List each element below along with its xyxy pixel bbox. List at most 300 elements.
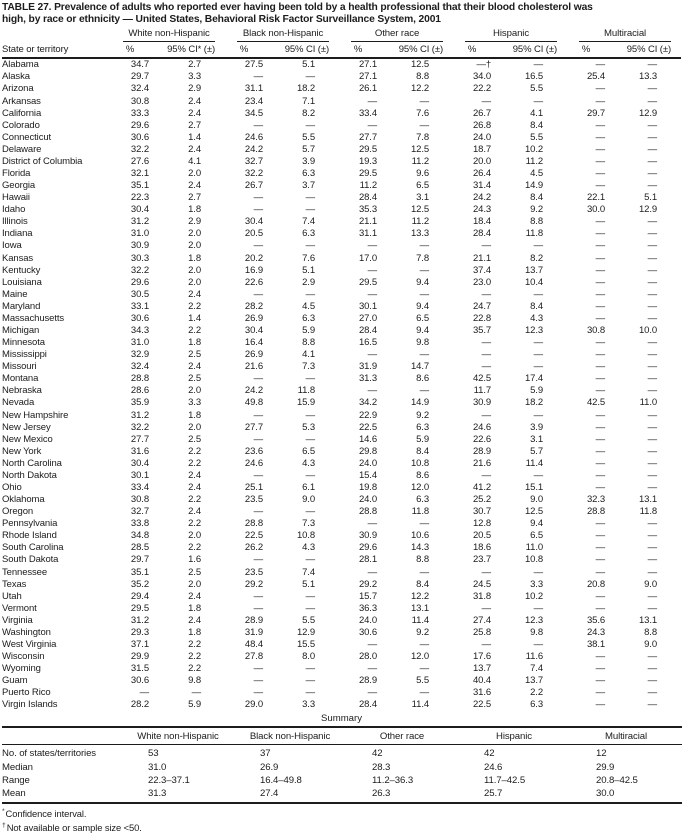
- ci-value: 5.3: [302, 421, 316, 433]
- ci-value: 7.4: [302, 216, 316, 228]
- ci-value: 12.5: [524, 506, 544, 518]
- ci-value: 11.0: [525, 542, 544, 554]
- ci-value: —: [305, 409, 316, 421]
- pct-value: 29.2: [358, 578, 378, 590]
- ci-value: 8.4: [416, 445, 430, 457]
- state-name: New Hampshire: [2, 409, 69, 421]
- ci-value: 2.4: [188, 482, 202, 493]
- pct-value: 31.1: [358, 228, 378, 240]
- ci-value: 18.2: [524, 397, 544, 409]
- state-name: Iowa: [2, 240, 22, 252]
- ci-value: 12.0: [410, 482, 430, 493]
- pct-value: —: [481, 602, 492, 614]
- pct-value: 31.9: [358, 361, 378, 373]
- ci-header: 95% CI (±): [263, 42, 339, 58]
- pct-value: —: [253, 409, 264, 421]
- table-row: [2, 675, 681, 687]
- ci-value: 15.9: [296, 397, 316, 409]
- ci-value: 5.1: [302, 264, 316, 276]
- ci-value: 11.4: [525, 457, 544, 469]
- pct-value: 23.7: [472, 554, 492, 566]
- pct-value: 29.6: [130, 276, 149, 288]
- pct-value: 42.5: [472, 373, 492, 385]
- pct-value: 27.1: [358, 59, 378, 71]
- pct-value: 32.7: [244, 155, 264, 167]
- ci-value: 5.7: [530, 445, 544, 457]
- ci-value: —: [305, 433, 316, 445]
- ci-value: —: [191, 687, 202, 699]
- ci-value: 4.3: [530, 312, 544, 324]
- state-name: Michigan: [2, 324, 40, 336]
- ci-value: 2.4: [188, 506, 202, 518]
- ci-value: 11.2: [411, 155, 430, 167]
- state-name: North Dakota: [2, 469, 57, 481]
- ci-value: 7.4: [530, 663, 544, 675]
- pct-value: 26.2: [244, 542, 264, 554]
- summary-value: 20.8–42.5: [596, 774, 638, 786]
- pct-value: 22.5: [244, 530, 264, 542]
- pct-value: 23.4: [244, 95, 264, 107]
- pct-value: 26.4: [472, 167, 492, 179]
- ci-value: —: [305, 288, 316, 300]
- state-name: Montana: [2, 373, 39, 385]
- state-name: Colorado: [2, 119, 40, 131]
- pct-value: 29.7: [586, 107, 606, 119]
- ci-value: 2.4: [188, 107, 202, 119]
- ci-value: —: [533, 288, 544, 300]
- table-row: [2, 627, 681, 639]
- state-name: Louisiana: [2, 276, 42, 288]
- ci-value: 2.2: [188, 300, 202, 312]
- ci-value: 7.3: [302, 361, 316, 373]
- pct-value: —: [595, 554, 606, 566]
- state-name: Nebraska: [2, 385, 42, 397]
- ci-value: 8.2: [530, 252, 544, 264]
- ci-value: —: [647, 663, 658, 675]
- pct-value: —: [367, 566, 378, 578]
- ci-value: 1.8: [188, 337, 202, 349]
- ci-value: 2.7: [188, 59, 202, 71]
- pct-value: 31.2: [130, 614, 149, 626]
- ci-value: —: [533, 349, 544, 361]
- pct-value: —: [595, 276, 606, 288]
- ci-value: 4.1: [530, 107, 544, 119]
- summary-value: 26.3: [372, 788, 391, 800]
- ci-value: 6.1: [302, 482, 316, 493]
- pct-value: 26.9: [244, 312, 264, 324]
- pct-value: 29.8: [358, 445, 378, 457]
- state-name: Ohio: [2, 482, 22, 493]
- state-name: Vermont: [2, 602, 37, 614]
- ci-value: —: [647, 240, 658, 252]
- ci-value: 13.1: [410, 602, 430, 614]
- ci-value: 5.9: [302, 324, 316, 336]
- ci-value: 12.9: [638, 107, 658, 119]
- ci-value: 13.1: [638, 614, 658, 626]
- table-row: [2, 651, 681, 663]
- summary-table: [2, 726, 682, 804]
- state-name: New Mexico: [2, 433, 53, 445]
- ci-value: 9.8: [416, 337, 430, 349]
- summary-col-other: Other race: [346, 727, 458, 745]
- pct-value: —: [367, 95, 378, 107]
- ci-value: —: [533, 566, 544, 578]
- pct-value: 21.6: [244, 361, 264, 373]
- pct-value: —: [595, 361, 606, 373]
- ci-value: —: [647, 482, 658, 493]
- summary-value: 31.0: [148, 761, 167, 773]
- ci-value: 7.6: [302, 252, 316, 264]
- pct-value: 25.4: [586, 71, 606, 83]
- pct-value: 42.5: [586, 397, 606, 409]
- pct-value: —: [595, 59, 606, 71]
- pct-value: —: [253, 71, 264, 83]
- ci-value: —: [647, 276, 658, 288]
- pct-value: 27.6: [130, 155, 149, 167]
- summary-col-black: Black non-Hispanic: [234, 727, 346, 745]
- ci-value: 5.9: [416, 433, 430, 445]
- ci-value: —: [419, 349, 430, 361]
- ci-value: 11.8: [411, 506, 430, 518]
- table-row: [2, 289, 681, 301]
- ci-value: —: [647, 554, 658, 566]
- column-group-black: Black non-Hispanic: [225, 28, 339, 42]
- pct-value: 24.2: [472, 192, 492, 204]
- table-row: [2, 639, 681, 651]
- ci-value: 3.7: [302, 180, 316, 192]
- pct-value: 34.5: [244, 107, 264, 119]
- pct-value: 31.0: [130, 228, 149, 240]
- ci-value: —: [647, 421, 658, 433]
- ci-value: 12.9: [638, 204, 658, 216]
- pct-value: —: [595, 482, 606, 493]
- ci-value: —: [419, 264, 430, 276]
- summary-value: 24.6: [484, 761, 503, 773]
- state-name: District of Columbia: [2, 155, 83, 167]
- ci-value: 4.3: [302, 542, 316, 554]
- pct-header: %: [567, 42, 605, 58]
- pct-value: 21.1: [358, 216, 378, 228]
- pct-value: 30.6: [130, 131, 149, 143]
- pct-value: 30.8: [130, 95, 149, 107]
- pct-value: 24.7: [472, 300, 492, 312]
- ci-value: —: [647, 590, 658, 602]
- state-name: Massachusetts: [2, 312, 65, 324]
- ci-value: 7.8: [416, 131, 430, 143]
- pct-value: 20.0: [472, 155, 492, 167]
- pct-value: 28.8: [358, 506, 378, 518]
- ci-value: —: [647, 675, 658, 687]
- table-row: [2, 470, 681, 482]
- pct-value: —: [367, 119, 378, 131]
- ci-value: —: [533, 59, 544, 71]
- ci-value: 8.2: [302, 107, 316, 119]
- ci-value: —: [647, 95, 658, 107]
- ci-value: 2.4: [188, 143, 202, 155]
- pct-value: —: [595, 409, 606, 421]
- ci-value: 12.2: [410, 590, 430, 602]
- table-row: [2, 301, 681, 313]
- ci-value: 1.8: [188, 204, 202, 216]
- pct-value: 29.4: [130, 590, 149, 602]
- pct-value: 22.3: [130, 192, 149, 204]
- pct-value: 26.7: [472, 107, 492, 119]
- pct-value: 31.4: [472, 180, 492, 192]
- ci-value: 12.5: [410, 204, 430, 216]
- pct-value: —: [481, 95, 492, 107]
- summary-stat-label: Median: [2, 761, 33, 773]
- table-row: [2, 337, 681, 349]
- state-name: Maine: [2, 288, 28, 300]
- ci-value: 11.6: [525, 651, 544, 663]
- pct-value: 20.5: [472, 530, 492, 542]
- ci-value: —: [305, 240, 316, 252]
- state-name: Nevada: [2, 397, 35, 409]
- pct-value: 30.7: [472, 506, 492, 518]
- pct-value: 32.4: [130, 83, 149, 95]
- ci-value: 3.3: [188, 71, 202, 83]
- ci-value: —: [419, 385, 430, 397]
- ci-value: 5.1: [302, 59, 316, 71]
- pct-value: —: [253, 433, 264, 445]
- pct-value: 14.6: [358, 433, 378, 445]
- pct-value: 37.1: [130, 639, 149, 651]
- pct-value: 18.7: [472, 143, 492, 155]
- pct-value: —: [367, 264, 378, 276]
- state-name: Virginia: [2, 614, 33, 626]
- pct-value: 20.8: [586, 578, 606, 590]
- ci-value: 14.7: [410, 361, 430, 373]
- pct-value: 27.7: [358, 131, 378, 143]
- pct-value: 35.1: [130, 566, 149, 578]
- ci-value: —: [305, 119, 316, 131]
- pct-value: 24.2: [244, 385, 264, 397]
- ci-value: 5.5: [302, 614, 316, 626]
- pct-value: —: [595, 131, 606, 143]
- ci-value: 3.3: [530, 578, 544, 590]
- pct-value: —: [253, 675, 264, 687]
- pct-value: 28.4: [358, 324, 378, 336]
- pct-value: —: [595, 675, 606, 687]
- pct-value: 25.1: [244, 482, 264, 493]
- ci-value: 2.2: [188, 457, 202, 469]
- table-row: [2, 156, 681, 168]
- ci-value: —: [647, 385, 658, 397]
- state-name: Florida: [2, 167, 31, 179]
- pct-value: —: [595, 602, 606, 614]
- pct-value: 15.7: [358, 590, 378, 602]
- column-group-hispanic: Hispanic: [453, 28, 567, 42]
- pct-value: 24.6: [244, 131, 264, 143]
- ci-value: 11.2: [411, 216, 430, 228]
- ci-value: —: [305, 506, 316, 518]
- ci-value: 10.2: [524, 590, 544, 602]
- ci-value: —: [419, 95, 430, 107]
- pct-value: —: [253, 240, 264, 252]
- pct-value: —: [595, 155, 606, 167]
- pct-value: 26.9: [244, 349, 264, 361]
- table-row: [2, 687, 681, 699]
- pct-value: 17.6: [472, 651, 492, 663]
- pct-value: —: [253, 687, 264, 699]
- pct-value: —: [595, 83, 606, 95]
- table-row: [2, 518, 681, 530]
- summary-value: 12: [596, 748, 607, 760]
- ci-value: 9.0: [644, 639, 658, 651]
- ci-value: 11.8: [297, 385, 316, 397]
- table-row: [2, 144, 681, 156]
- ci-header: 95% CI (±): [605, 42, 681, 58]
- pct-value: 28.2: [130, 699, 149, 711]
- ci-value: —: [305, 469, 316, 481]
- pct-value: 41.2: [472, 482, 492, 493]
- state-name: Texas: [2, 578, 27, 590]
- state-name: Tennessee: [2, 566, 48, 578]
- pct-value: 27.1: [358, 71, 378, 83]
- summary-value: 42: [484, 748, 495, 760]
- pct-value: 32.7: [130, 506, 149, 518]
- pct-value: —: [595, 300, 606, 312]
- table-row: [2, 108, 681, 120]
- ci-value: —: [647, 167, 658, 179]
- pct-value: —: [595, 445, 606, 457]
- pct-value: —: [595, 349, 606, 361]
- state-name: Arizona: [2, 83, 34, 95]
- state-name: Maryland: [2, 300, 41, 312]
- pct-value: 38.1: [586, 639, 606, 651]
- pct-value: 16.5: [358, 337, 378, 349]
- column-group-multiracial: Multiracial: [567, 28, 681, 42]
- pct-value: 34.8: [130, 530, 149, 542]
- ci-value: 15.5: [296, 639, 316, 651]
- ci-value: 9.6: [416, 167, 430, 179]
- table-row: [2, 385, 681, 397]
- pct-value: 19.3: [358, 155, 378, 167]
- state-name: Mississippi: [2, 349, 47, 361]
- footnote-confidence-interval: *Confidence interval.: [2, 808, 87, 820]
- ci-value: 11.8: [639, 506, 658, 518]
- pct-value: 23.0: [472, 276, 492, 288]
- pct-value: 30.9: [358, 530, 378, 542]
- state-name: Connecticut: [2, 131, 52, 143]
- ci-value: 12.0: [410, 651, 430, 663]
- summary-row: [2, 761, 682, 774]
- pct-value: 31.8: [472, 590, 492, 602]
- pct-value: 31.5: [130, 663, 149, 675]
- pct-value: —: [595, 180, 606, 192]
- pct-value: 28.2: [244, 300, 264, 312]
- pct-value: —: [595, 590, 606, 602]
- pct-header: %: [453, 42, 491, 58]
- ci-value: —: [305, 675, 316, 687]
- pct-value: 31.2: [130, 409, 149, 421]
- state-name: Puerto Rico: [2, 687, 51, 699]
- ci-value: 2.4: [188, 614, 202, 626]
- ci-value: —: [647, 337, 658, 349]
- state-name: Idaho: [2, 204, 26, 216]
- ci-value: 13.7: [524, 675, 544, 687]
- ci-value: 2.9: [188, 83, 202, 95]
- pct-value: 33.4: [358, 107, 378, 119]
- ci-value: 1.8: [188, 602, 202, 614]
- pct-value: 31.9: [244, 626, 264, 638]
- pct-value: 29.6: [358, 542, 378, 554]
- state-name: New York: [2, 445, 42, 457]
- ci-value: 8.6: [416, 469, 430, 481]
- pct-value: 32.1: [130, 167, 149, 179]
- pct-value: —: [595, 663, 606, 675]
- table-row: [2, 446, 681, 458]
- table-row: [2, 699, 681, 711]
- ci-value: 2.0: [188, 167, 202, 179]
- summary-value: 16.4–49.8: [260, 774, 302, 786]
- state-name: Washington: [2, 626, 51, 638]
- state-name: Illinois: [2, 216, 28, 228]
- table-title: [2, 2, 681, 25]
- ci-value: 2.2: [188, 518, 202, 530]
- ci-value: 8.0: [302, 651, 316, 663]
- pct-value: 28.4: [358, 699, 378, 711]
- ci-value: —: [533, 409, 544, 421]
- ci-value: —: [419, 288, 430, 300]
- pct-value: —: [253, 506, 264, 518]
- ci-value: 5.9: [530, 385, 544, 397]
- ci-value: —: [533, 337, 544, 349]
- pct-value: —: [481, 349, 492, 361]
- pct-value: —: [253, 119, 264, 131]
- pct-value: 30.4: [244, 324, 264, 336]
- pct-value: 29.5: [358, 143, 378, 155]
- pct-value: —: [595, 337, 606, 349]
- ci-value: —: [647, 228, 658, 240]
- ci-value: 7.6: [416, 107, 430, 119]
- ci-value: —: [305, 554, 316, 566]
- state-name: Alaska: [2, 71, 30, 83]
- pct-value: 23.6: [244, 445, 264, 457]
- pct-value: 29.0: [244, 699, 264, 711]
- ci-value: —: [305, 602, 316, 614]
- ci-value: —: [533, 95, 544, 107]
- pct-value: 22.6: [472, 433, 492, 445]
- pct-value: 28.6: [130, 385, 149, 397]
- pct-value: 30.6: [130, 312, 149, 324]
- ci-value: 8.4: [530, 192, 544, 204]
- row-header-label: State or territory: [2, 42, 111, 58]
- summary-value: 22.3–37.1: [148, 774, 190, 786]
- pct-value: 24.0: [472, 131, 492, 143]
- table-row: [2, 567, 681, 579]
- ci-value: 7.3: [302, 518, 316, 530]
- ci-value: 2.0: [188, 264, 202, 276]
- pct-value: —: [595, 687, 606, 699]
- ci-header: 95% CI (±): [491, 42, 567, 58]
- state-name: Rhode Island: [2, 530, 57, 542]
- pct-value: —: [367, 663, 378, 675]
- pct-value: 34.0: [472, 71, 492, 83]
- pct-value: 22.8: [472, 312, 492, 324]
- state-name: Guam: [2, 675, 28, 687]
- pct-value: 30.4: [244, 216, 264, 228]
- table-row: [2, 373, 681, 385]
- ci-value: 7.4: [302, 566, 316, 578]
- ci-value: 10.6: [410, 530, 430, 542]
- ci-value: —: [647, 288, 658, 300]
- ci-value: —: [647, 300, 658, 312]
- pct-value: 27.4: [472, 614, 492, 626]
- summary-title: Summary: [320, 713, 363, 725]
- ci-value: 6.3: [530, 699, 544, 711]
- ci-value: 4.5: [302, 300, 316, 312]
